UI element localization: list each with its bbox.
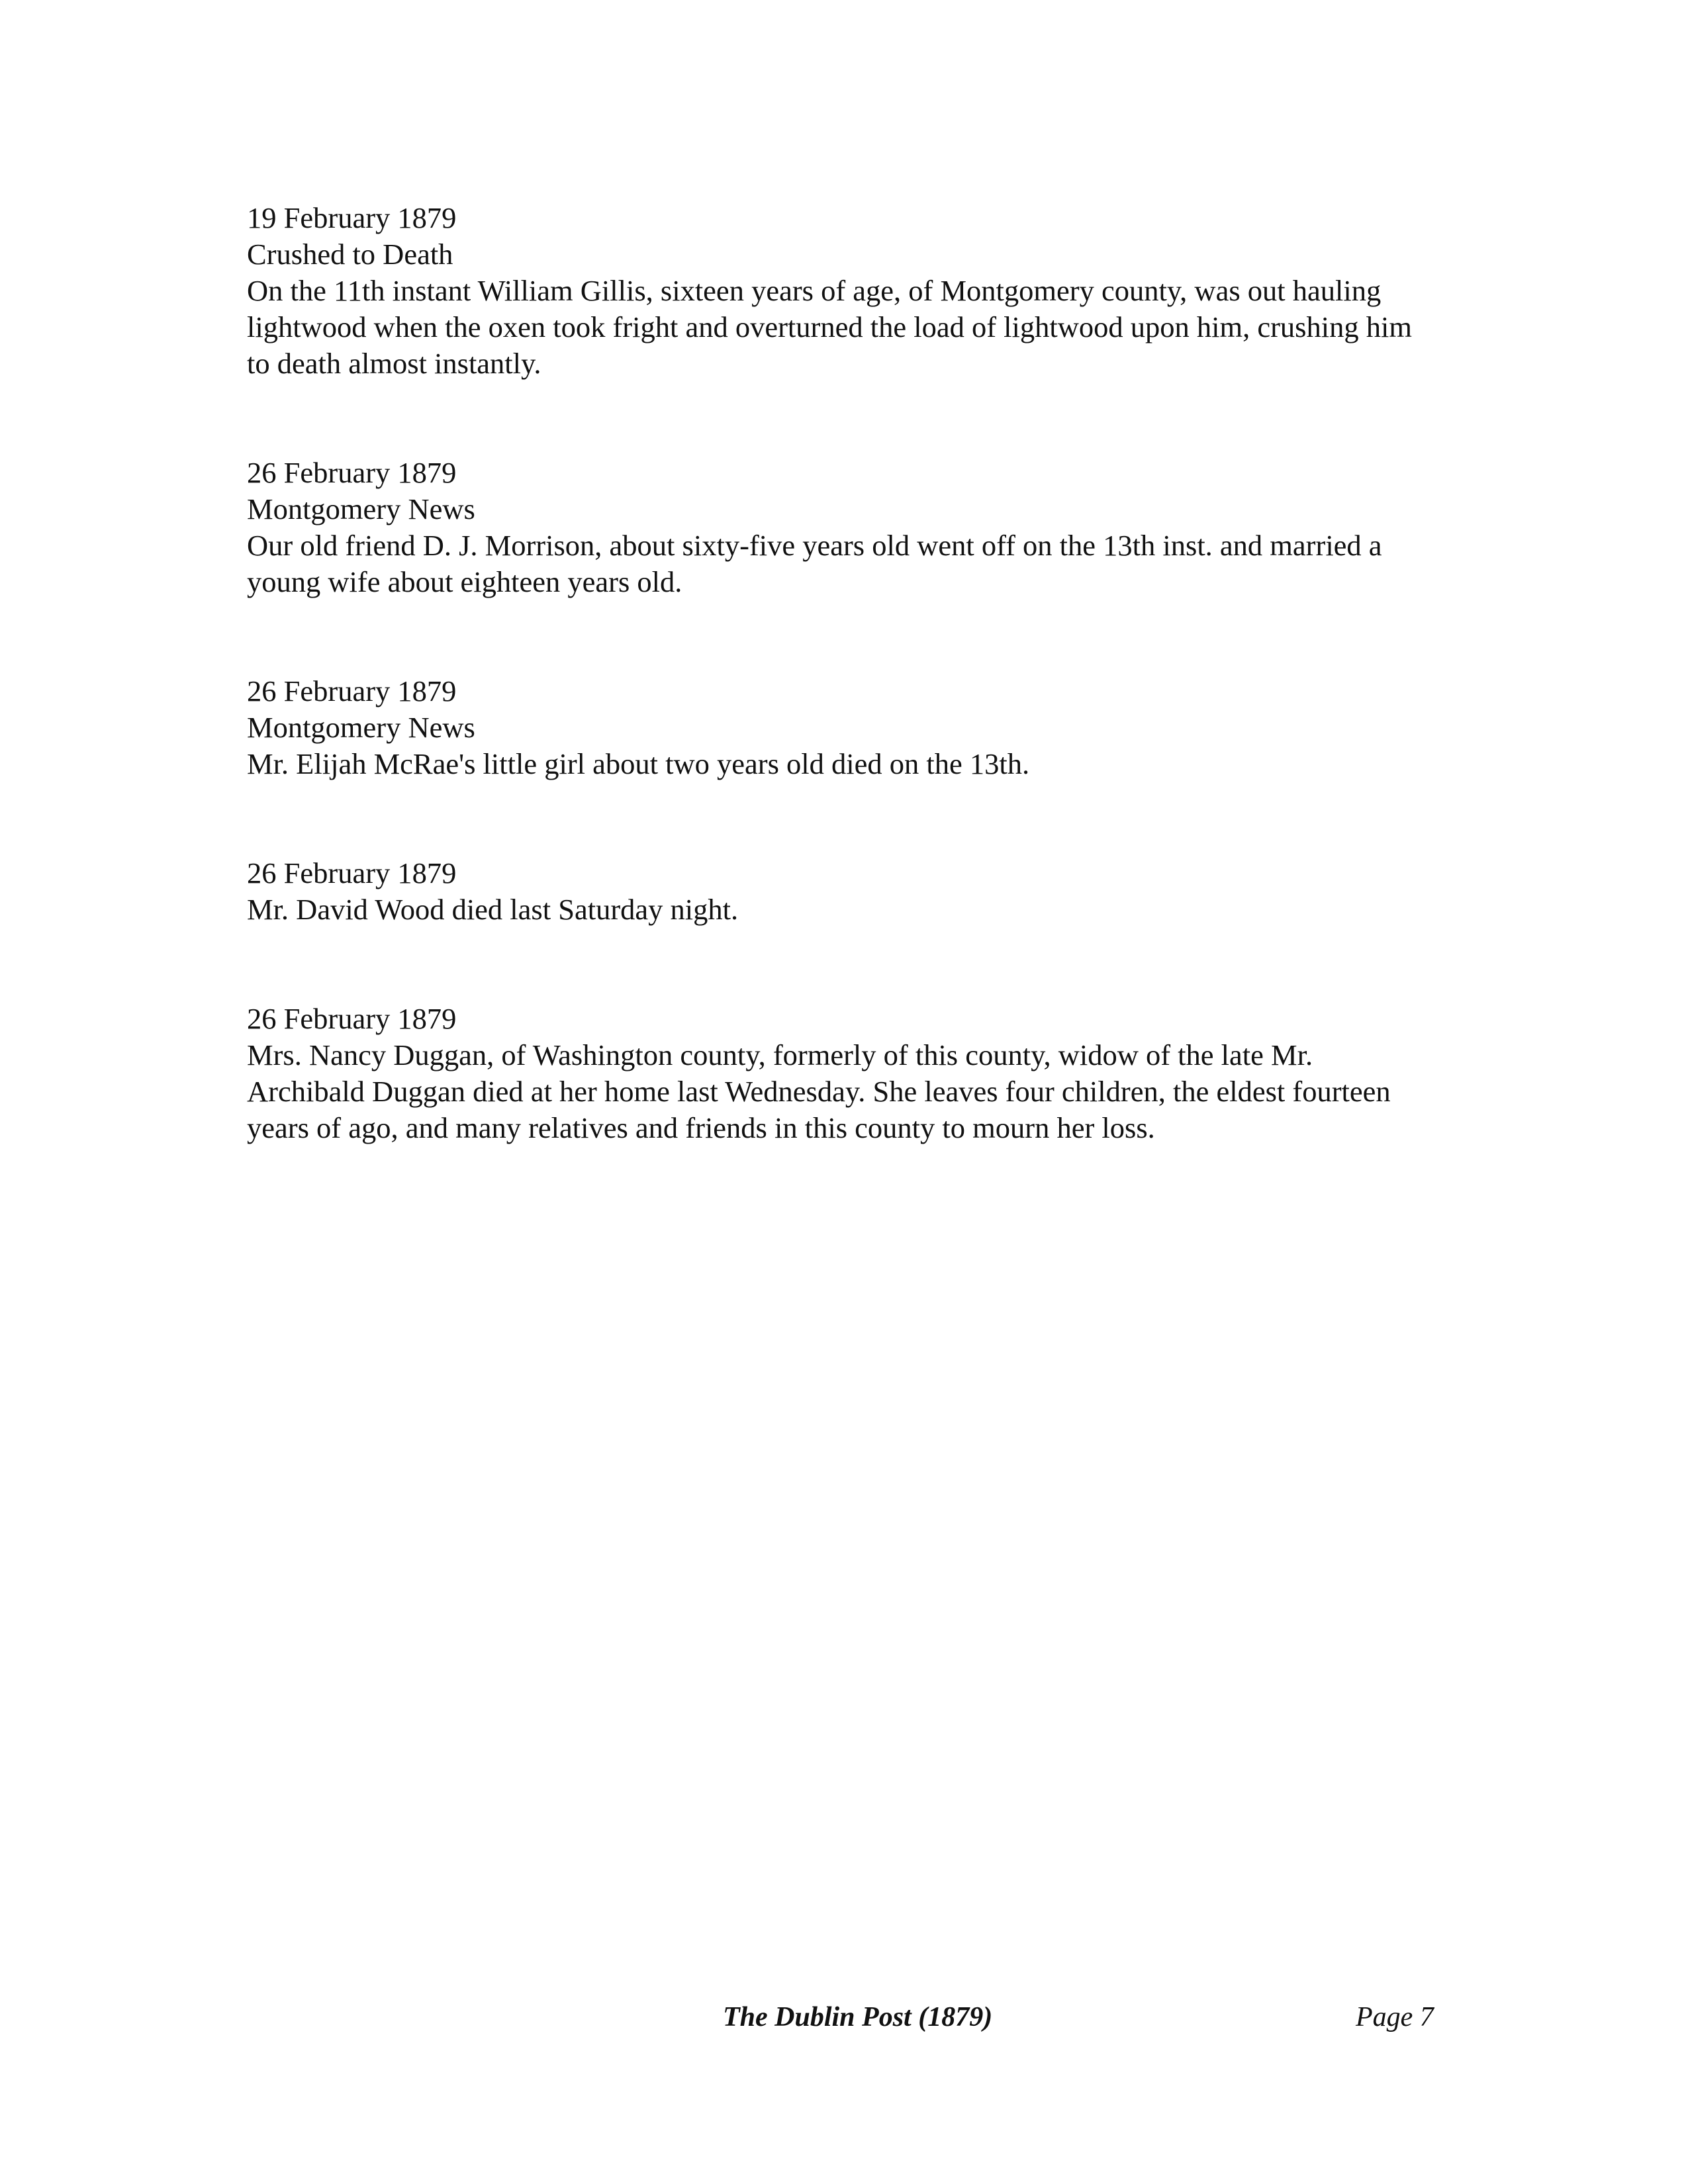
- publication-title: The Dublin Post (1879): [723, 2002, 993, 2032]
- entry-text-line: Our old friend D. J. Morrison, about sixty-five years old went off on the 13th inst. and married a: [247, 529, 1382, 562]
- entry-text-line: lightwood when the oxen took fright and overturned the load of lightwood upon him, crushing him: [247, 310, 1412, 343]
- entry-heading: Montgomery News: [247, 711, 475, 744]
- page-footer: [0, 1997, 1688, 2037]
- entry-text-line: Mr. David Wood died last Saturday night.: [247, 893, 739, 926]
- entry-text-line: On the 11th instant William Gillis, sixteen years of age, of Montgomery county, was out hauling: [247, 274, 1382, 307]
- news-entry-1: [247, 200, 1438, 382]
- entry-text-line: Archibald Duggan died at her home last Wednesday. She leaves four children, the eldest fourteen: [247, 1075, 1391, 1108]
- entry-date: 26 February 1879: [247, 674, 457, 707]
- entry-date: 26 February 1879: [247, 1002, 457, 1035]
- news-entry-5: [247, 1001, 1438, 1146]
- entry-heading: Montgomery News: [247, 492, 475, 525]
- entry-date: 26 February 1879: [247, 456, 457, 489]
- page-number: Page 7: [1356, 2002, 1434, 2032]
- news-entry-2: [247, 455, 1438, 600]
- entry-heading: Crushed to Death: [247, 238, 453, 271]
- page-content: [247, 200, 1438, 1146]
- entry-text-line: young wife about eighteen years old.: [247, 565, 682, 598]
- news-entry-4: [247, 855, 1438, 928]
- entry-date: 26 February 1879: [247, 856, 457, 889]
- news-entry-3: [247, 673, 1438, 782]
- entry-text-line: Mrs. Nancy Duggan, of Washington county, formerly of this county, widow of the late Mr.: [247, 1038, 1313, 1071]
- entry-text-line: to death almost instantly.: [247, 347, 541, 380]
- entry-text-line: Mr. Elijah McRae's little girl about two years old died on the 13th.: [247, 747, 1030, 780]
- entry-text-line: years of ago, and many relatives and friends in this county to mourn her loss.: [247, 1111, 1155, 1144]
- entry-date: 19 February 1879: [247, 201, 457, 234]
